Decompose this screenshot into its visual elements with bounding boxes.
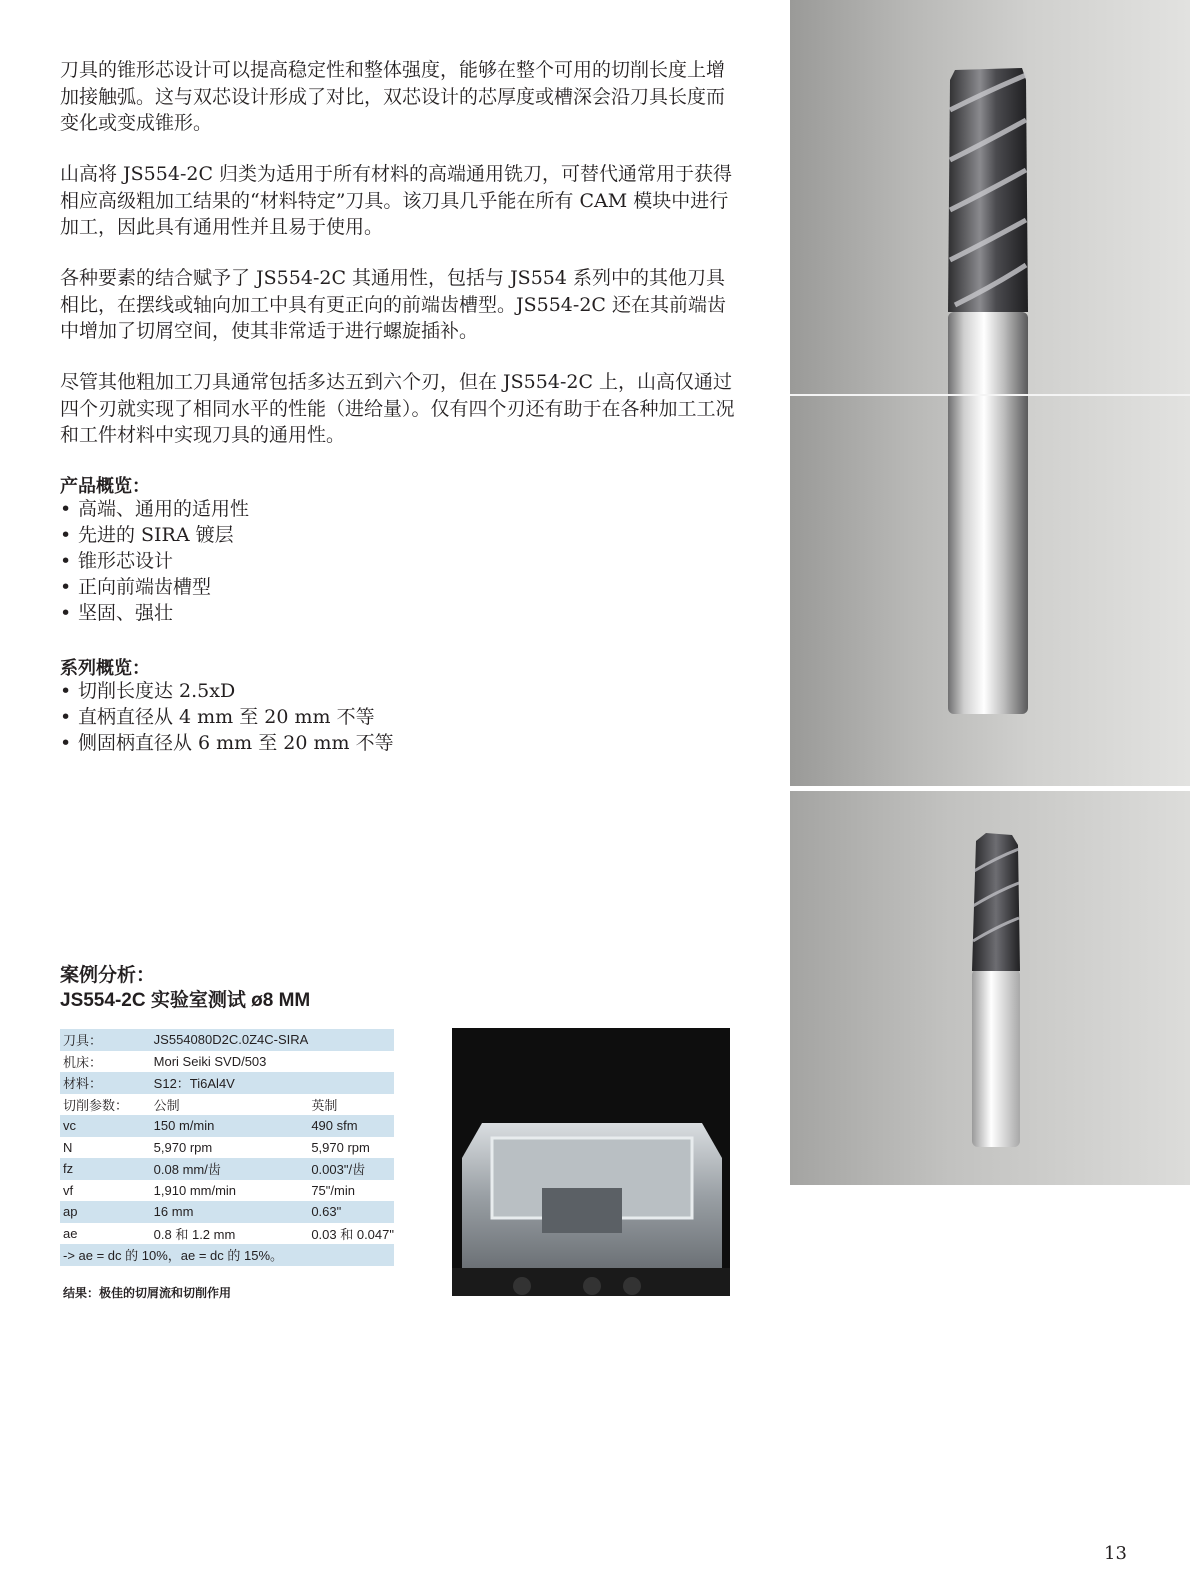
lab-test-photo [452, 1028, 730, 1296]
list-item: • 直柄直径从 4 mm 至 20 mm 不等 [60, 704, 394, 730]
table-row [60, 1029, 394, 1051]
table-row [60, 1094, 394, 1116]
table-cell: vf [60, 1180, 151, 1202]
table-cell [308, 1051, 394, 1073]
case-study-heading [60, 962, 310, 1014]
machined-workpiece-illustration [452, 1028, 730, 1296]
table-cell: 材料： [60, 1072, 151, 1094]
list-item: • 锥形芯设计 [60, 548, 249, 574]
table-cell: 490 sfm [308, 1115, 394, 1137]
case-study-table [60, 1029, 394, 1266]
table-row [60, 1180, 394, 1202]
series-overview-title: 系列概览： [60, 658, 150, 679]
case-study-subtitle: JS554-2C 实验室测试 ø8 MM [60, 990, 311, 1011]
table-cell: ap [60, 1201, 151, 1223]
table-cell: 0.03 和 0.047" [308, 1223, 394, 1245]
list-item: • 坚固、强壮 [60, 600, 249, 626]
table-row [60, 1051, 394, 1073]
table-cell [308, 1029, 394, 1051]
paragraph-versatility: 各种要素的结合赋予了 JS554-2C 其通用性，包括与 JS554 系列中的其他刀具相比，在摆线或轴向加工中具有更正向的前端齿槽型。JS554-2C 还在其前端齿中增加了切屑空间，使其非常适于进行螺旋插补。 [60, 267, 726, 342]
list-item: • 侧固柄直径从 6 mm 至 20 mm 不等 [60, 730, 394, 756]
table-cell: N [60, 1137, 151, 1159]
table-cell: 5,970 rpm [151, 1137, 309, 1159]
product-overview-title: 产品概览： [60, 476, 150, 497]
table-cell: ae [60, 1223, 151, 1245]
table-cell: 75"/min [308, 1180, 394, 1202]
table-cell: 0.63" [308, 1201, 394, 1223]
table-row [60, 1201, 394, 1223]
table-cell: 机床： [60, 1051, 151, 1073]
case-study-title: 案例分析： [60, 964, 156, 986]
table-cell: 0.003"/齿 [308, 1158, 394, 1180]
table-cell: 0.8 和 1.2 mm [151, 1223, 309, 1245]
paragraph-tapered-core: 刀具的锥形芯设计可以提高稳定性和整体强度，能够在整个可用的切削长度上增加接触弧。这与双芯设计形成了对比，双芯设计的芯厚度或槽深会沿刀具长度而变化或变成锥形。 [60, 59, 726, 134]
photo-divider-line [790, 394, 1190, 396]
table-cell: fz [60, 1158, 151, 1180]
table-cell: S12：Ti6Al4V [151, 1072, 309, 1094]
table-cell: vc [60, 1115, 151, 1137]
case-study-result: 结果：极佳的切屑流和切削作用 [63, 1286, 232, 1300]
paragraph-four-flutes: 尽管其他粗加工刀具通常包括多达五到六个刃，但在 JS554-2C 上，山高仅通过四个刃就实现了相同水平的性能（进给量）。仅有四个刃还有助于在各种加工工况和工件材料中实现刀具的通用性。 [60, 371, 735, 446]
list-item: • 切削长度达 2.5xD [60, 678, 394, 704]
table-cell: 1,910 mm/min [151, 1180, 309, 1202]
table-cell: 英制 [308, 1094, 394, 1116]
table-cell: JS554080D2C.0Z4C-SIRA [151, 1029, 309, 1051]
page-number: 13 [1104, 1543, 1127, 1564]
table-cell: 公制 [151, 1094, 309, 1116]
table-cell [308, 1072, 394, 1094]
table-note: -> ae = dc 的 10%，ae = dc 的 15%。 [60, 1244, 394, 1266]
end-mill-illustration-small [790, 791, 1190, 1185]
paragraph-classification: 山高将 JS554-2C 归类为适用于所有材料的高端通用铣刀，可替代通常用于获得相应高级粗加工结果的“材料特定”刀具。该刀具几乎能在所有 CAM 模块中进行加工，因此具有通用性并且易于使用。 [60, 163, 733, 238]
list-item: • 正向前端齿槽型 [60, 574, 249, 600]
table-row [60, 1115, 394, 1137]
end-mill-illustration-large [790, 0, 1190, 786]
table-cell: 0.08 mm/齿 [151, 1158, 309, 1180]
table-cell: Mori Seiki SVD/503 [151, 1051, 309, 1073]
list-item: • 先进的 SIRA 镀层 [60, 522, 249, 548]
end-mill-photo-large [790, 0, 1190, 786]
table-row [60, 1137, 394, 1159]
table-cell: 刀具： [60, 1029, 151, 1051]
table-row [60, 1244, 394, 1266]
end-mill-photo-small [790, 791, 1190, 1185]
table-cell: 5,970 rpm [308, 1137, 394, 1159]
table-row [60, 1158, 394, 1180]
table-row [60, 1223, 394, 1245]
product-overview-list [60, 496, 249, 626]
table-row [60, 1072, 394, 1094]
table-cell: 150 m/min [151, 1115, 309, 1137]
series-overview-list [60, 678, 394, 756]
table-cell: 16 mm [151, 1201, 309, 1223]
list-item: • 高端、通用的适用性 [60, 496, 249, 522]
table-cell: 切削参数： [60, 1094, 151, 1116]
